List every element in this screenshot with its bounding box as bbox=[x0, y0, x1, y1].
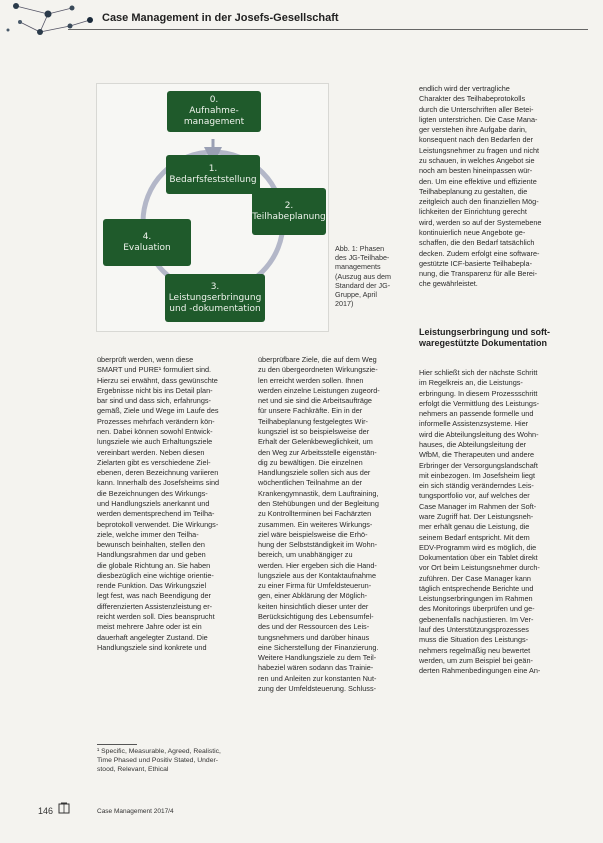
text-line: dig zu bewältigen. Die einzelnen bbox=[258, 457, 363, 467]
text-line: eine Sicherstellung der Finanzierung. bbox=[258, 642, 379, 652]
text-line: werden, um zum Beispiel bei geän- bbox=[419, 655, 533, 665]
text-line: ligten unterstrichen. Die Case Mana- bbox=[419, 114, 538, 124]
text-line: lungsziele wie auch Erhaltungsziele bbox=[97, 437, 213, 447]
text-line: keiten hinsichtlich dieser unter der bbox=[258, 601, 369, 611]
text-line: wöchentlichen Teilnahme an der bbox=[258, 478, 363, 488]
page-number: 146 bbox=[38, 806, 54, 816]
text-column-3-bottom bbox=[419, 368, 567, 676]
text-line: den. Um eine effektive und effiziente bbox=[419, 176, 537, 186]
footnote bbox=[97, 747, 247, 774]
text-line: konsequent nach den Bedarfen der bbox=[419, 135, 533, 145]
text-line: Teilhabeplanung festgelegtes Wir- bbox=[258, 416, 368, 426]
journal-name: Case Management 2017/4 bbox=[97, 808, 174, 815]
phase-4-evaluation bbox=[103, 219, 191, 266]
text-line: Hierzu sei erwähnt, dass gewünschte bbox=[97, 375, 218, 385]
text-line: und Handlungsziels anerkannt und bbox=[97, 498, 210, 508]
text-line: werden einzelne Leistungen zugeord- bbox=[258, 385, 380, 395]
text-line: bereich, um unabhängiger zu bbox=[258, 550, 353, 560]
text-line: kann. Innerhalb des Josefsheims sind bbox=[97, 478, 220, 488]
text-line: ger verstehen ihre Aufgabe darin, bbox=[419, 125, 527, 135]
text-line: Erbringer der Versorgungslandschaft bbox=[419, 460, 538, 470]
text-line: schaffen, die den Bedarf tatsächlich bbox=[419, 238, 535, 248]
text-line: seinem Bedarf entspricht. Mit dem bbox=[419, 532, 530, 542]
text-line: Charakter des Teilhabeprotokolls bbox=[419, 94, 526, 104]
text-line: nen. Dabei können sowohl Entwick- bbox=[97, 426, 213, 436]
phase-4-number: 4. bbox=[142, 231, 152, 242]
header-dots-decoration bbox=[0, 0, 100, 45]
text-line: ren und Anleiten zur konstanten Nut- bbox=[258, 673, 377, 683]
text-line: Dokumentation über ein Tablet direkt bbox=[419, 553, 538, 563]
text-line: informelle Assistenzsysteme. Hier bbox=[419, 419, 529, 429]
phase-0-aufnahme bbox=[167, 91, 261, 132]
caption-line: managements bbox=[335, 262, 381, 272]
text-line: mer erhält genau die Leistung, die bbox=[419, 522, 530, 532]
text-line: kontinuierlich neue Angebote ge- bbox=[419, 227, 526, 237]
text-line: beprotokoll verwendet. Die Wirkungs- bbox=[97, 519, 219, 529]
book-icon bbox=[58, 802, 70, 814]
text-line: lauf des Unterstützungsprozesses bbox=[419, 625, 529, 635]
text-line: lichkeiten der Einrichtung gerecht bbox=[419, 207, 527, 217]
phase-0-label-1: Aufnahme- bbox=[189, 106, 239, 116]
phase-diagram bbox=[96, 83, 329, 332]
text-line: dauerhaft angelegter Zustand. Die bbox=[97, 632, 208, 642]
text-line: gestützte ICF-basierte Teilhabepla- bbox=[419, 258, 533, 268]
text-line: noch am besten hineinpassen wür- bbox=[419, 166, 533, 176]
text-line: zu Kontrollterminen bei Fachärzten bbox=[258, 509, 372, 519]
text-line: Hier schließt sich der nächste Schritt bbox=[419, 368, 538, 377]
phase-3-label-2: und -dokumentation bbox=[169, 303, 261, 314]
text-line: erfolgt die Vermittlung des Leistungs- bbox=[419, 398, 540, 408]
text-line: zung der Umfeldsteuerung. Schluss- bbox=[258, 684, 377, 693]
text-line: nehmers regelmäßig neu bewertet bbox=[419, 645, 531, 655]
phase-3-number: 3. bbox=[210, 281, 220, 292]
text-line: Leistungserbringungen im Rahmen bbox=[419, 594, 533, 604]
section-heading bbox=[419, 327, 579, 349]
text-line: Case Manager im Rahmen der Soft- bbox=[419, 501, 537, 511]
phase-1-number: 1. bbox=[208, 163, 218, 174]
text-column-2 bbox=[258, 355, 404, 694]
text-line: täglich entsprechende Berichte und bbox=[419, 583, 534, 593]
text-line: habeziel wären sodann das Trainie- bbox=[258, 663, 374, 673]
phase-2-teilhabeplanung bbox=[252, 188, 326, 235]
caption-line: des JG-Teilhabe- bbox=[335, 253, 390, 263]
text-line: im Regelkreis an, die Leistungs- bbox=[419, 378, 523, 388]
phase-2-label-1: Teilhabeplanung bbox=[252, 211, 326, 222]
text-line: Krankengymnastik, dem Lauftraining, bbox=[258, 488, 379, 498]
text-line: des Monitorings überprüfen und ge- bbox=[419, 604, 535, 614]
text-line: ein sich ständig veränderndes Leis- bbox=[419, 481, 534, 491]
text-line: net und sie sind die Arbeitsaufträge bbox=[258, 396, 372, 406]
text-line: Teilhabeplanung zu gestalten, die bbox=[419, 186, 528, 196]
phase-3-label-1: Leistungserbringung bbox=[168, 292, 262, 303]
text-line: legt fest, was nach Beendigung der bbox=[97, 591, 211, 601]
text-line: ziel wäre beispielsweise die Erhö- bbox=[258, 529, 368, 539]
text-line: ziele, welche immer den Teilha- bbox=[97, 529, 199, 539]
text-line: rende Funktion. Das Wirkungsziel bbox=[97, 581, 207, 591]
phase-0-label-2: management bbox=[183, 117, 245, 127]
text-line: tungsnehmers und darüber hinaus bbox=[258, 632, 370, 642]
text-line: Weitere Handlungsziele zu dem Teil- bbox=[258, 653, 377, 663]
caption-line: 2017) bbox=[335, 299, 354, 309]
text-column-3-top bbox=[419, 84, 567, 290]
text-line: die globale Richtung an. Sie haben bbox=[97, 560, 211, 570]
text-line: decken. Zudem erfolgt eine software- bbox=[419, 248, 540, 258]
phase-0-number: 0. bbox=[209, 95, 219, 105]
section-heading-line: waregestützte Dokumentation bbox=[419, 338, 548, 348]
text-line: kungsziel ist so beispielsweise der bbox=[258, 426, 370, 436]
text-line: hung der Selbstständigkeit im Wohn- bbox=[258, 540, 378, 550]
text-line: ebenen, deren Bezeichnung variieren bbox=[97, 468, 219, 478]
text-line: bewunsch beinhalten, stellen den bbox=[97, 540, 205, 550]
caption-line: Standard der JG- bbox=[335, 280, 391, 290]
text-line: len erreicht werden sollen. Ihnen bbox=[258, 375, 364, 385]
footnote-line: Time Phased und Positiv Stated, Under- bbox=[97, 757, 219, 764]
text-line: Berücksichtigung des Lebensumfel- bbox=[258, 612, 374, 622]
phase-3-leistungserbringung bbox=[165, 274, 265, 322]
text-line: muss die Situation des Leistungs- bbox=[419, 635, 529, 645]
phase-1-bedarfsfeststellung bbox=[166, 155, 260, 194]
text-line: zu schauen, in welches Angebot sie bbox=[419, 155, 535, 165]
text-line: Prozesses mehrfach verändern kön- bbox=[97, 416, 215, 426]
text-line: EDV-Programm wird es möglich, die bbox=[419, 542, 537, 552]
text-line: Leistungsnehmer zu fragen und nicht bbox=[419, 145, 540, 155]
text-line: WfbM, die Therapeuten und andere bbox=[419, 450, 535, 460]
text-line: Handlungsziele sollen sich aus der bbox=[258, 468, 371, 478]
text-line: zusammen. Ein weiteres Wirkungs- bbox=[258, 519, 373, 529]
text-line: nehmers an passende formelle und bbox=[419, 409, 534, 419]
text-line: werden. Hier ergeben sich die Hand- bbox=[258, 560, 377, 570]
text-line: meist mehrere Jahre oder ist ein bbox=[97, 622, 202, 632]
text-line: vereinbart werden. Neben diesen bbox=[97, 447, 205, 457]
text-line: gebenenfalls nachjustieren. Im Ver- bbox=[419, 614, 534, 624]
text-line: nung, die Transparenz für alle Berei- bbox=[419, 269, 538, 279]
text-line: durch die Unterschriften aller Betei- bbox=[419, 104, 534, 114]
footnote-rule bbox=[97, 744, 137, 745]
text-line: Handlungsrahmen dar und geben bbox=[97, 550, 206, 560]
text-line: hauses, die Abteilungsleitung der bbox=[419, 439, 527, 449]
phase-1-label-1: Bedarfsfeststellung bbox=[169, 174, 257, 185]
section-heading-line: Leistungserbringung und soft- bbox=[419, 327, 550, 337]
text-line: erbringung. In diesem Prozessschritt bbox=[419, 388, 538, 398]
text-line: die Bezeichnungen des Wirkungs- bbox=[97, 488, 208, 498]
text-line: wird die Abteilungsleitung des Wohn- bbox=[419, 429, 539, 439]
figure-caption bbox=[335, 244, 407, 308]
text-line: des und der Ressourcen des Leis- bbox=[258, 622, 370, 632]
text-line: ware Zugriff hat. Der Leistungsneh- bbox=[419, 511, 534, 521]
caption-line: Gruppe, April bbox=[335, 290, 377, 300]
text-line: zu den übergeordneten Wirkungszie- bbox=[258, 365, 378, 375]
phase-2-number: 2. bbox=[284, 200, 294, 211]
text-line: bar sind und dass sich, erfahrungs- bbox=[97, 396, 211, 406]
caption-line: (Auszug aus dem bbox=[335, 271, 391, 281]
text-line: lungsziele aus der Kontaktaufnahme bbox=[258, 570, 377, 580]
text-line: zu einer Firma für Umfeldsteuerun- bbox=[258, 581, 372, 591]
text-line: den Stehübungen und der Begleitung bbox=[258, 498, 379, 508]
text-line: reicht werden soll. Dies beansprucht bbox=[97, 612, 215, 622]
text-line: überprüfbare Ziele, die auf dem Weg bbox=[258, 355, 377, 364]
text-line: zeitgleich auch den finanziellen Mög- bbox=[419, 197, 539, 207]
text-line: tungsportfolio vor, auf welches der bbox=[419, 491, 530, 501]
text-line: wird, werden so auf der Systemebene bbox=[419, 217, 542, 227]
text-line: vor Ort beim Leistungsnehmer durch- bbox=[419, 563, 540, 573]
text-line: den Weg zur Arbeitsstelle eigenstän- bbox=[258, 447, 377, 457]
text-line: mit einbezogen. Im Josefsheim liegt bbox=[419, 470, 535, 480]
text-line: gemäß, Ziele und Wege im Laufe des bbox=[97, 406, 219, 416]
footnote-line: stood, Relevant, Ethical bbox=[97, 766, 169, 773]
text-line: überprüft werden, wenn diese bbox=[97, 355, 194, 364]
text-line: Zielarten gibt es verschiedene Ziel- bbox=[97, 457, 211, 467]
text-line: Handlungsziele sind konkrete und bbox=[97, 642, 207, 652]
caption-line: Abb. 1: Phasen bbox=[335, 244, 385, 253]
text-line: che gewährleistet. bbox=[419, 279, 478, 289]
text-line: Ergebnisse nicht bis ins Detail plan- bbox=[97, 385, 213, 395]
text-line: werden dementsprechend im Teilha- bbox=[97, 509, 215, 519]
header-title: Case Management in der Josefs-Gesellschaft bbox=[102, 12, 339, 24]
text-line: endlich wird der vertragliche bbox=[419, 84, 510, 93]
text-line: Erhalt der Gelenkbeweglichkeit, um bbox=[258, 437, 373, 447]
text-column-1 bbox=[97, 355, 247, 653]
phase-4-label-1: Evaluation bbox=[123, 242, 171, 253]
text-line: zuführen. Der Case Manager kann bbox=[419, 573, 531, 583]
footnote-line: ¹ Specific, Measurable, Agreed, Realistic, bbox=[97, 748, 221, 755]
text-line: für unsere Fachkräfte. Ein in der bbox=[258, 406, 363, 416]
text-line: derten Rahmenbedingungen eine An- bbox=[419, 666, 541, 676]
text-line: diesbezüglich eine wichtige orientie- bbox=[97, 570, 214, 580]
text-line: SMART und PURE¹ formuliert sind. bbox=[97, 365, 212, 375]
header-rule bbox=[68, 29, 588, 30]
text-line: differenzierten Assistenzleistung er- bbox=[97, 601, 213, 611]
text-line: gen, einer Abklärung der Möglich- bbox=[258, 591, 368, 601]
